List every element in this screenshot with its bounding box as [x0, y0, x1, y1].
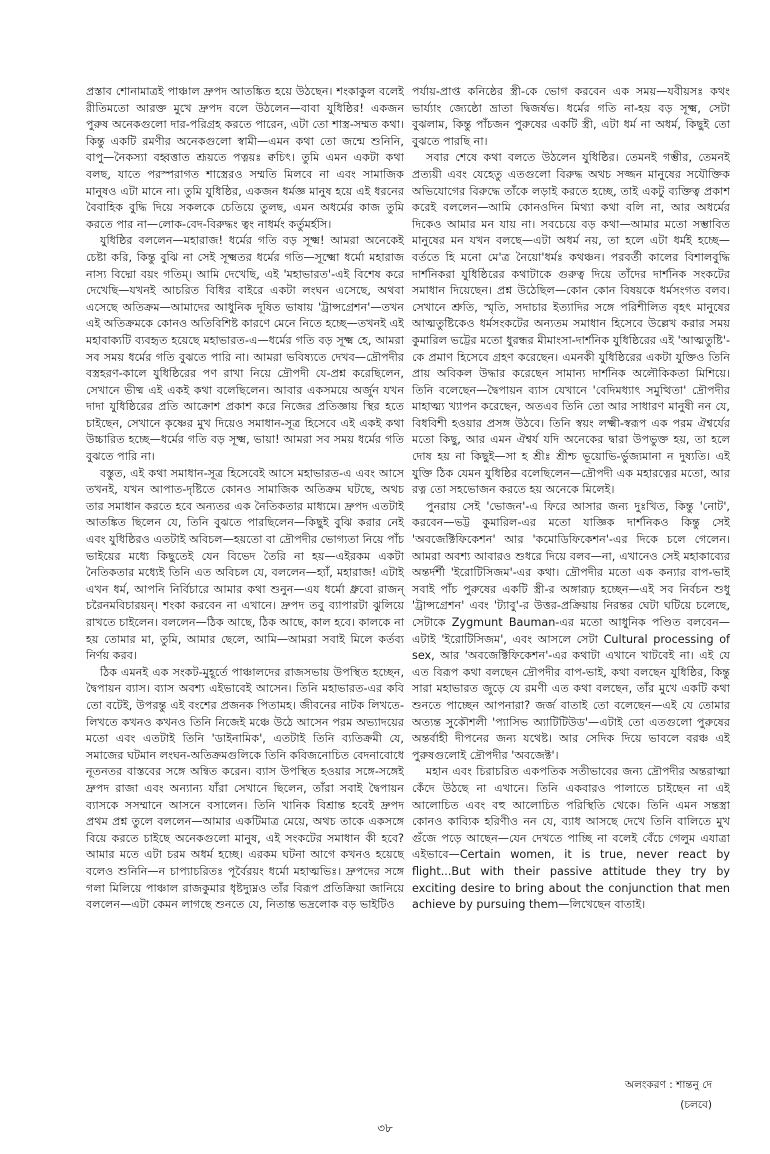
paragraph: ঠিক এমনই এক সংকট-মুহূর্তে পাঞ্চালদের রাজসভায় উপস্থিত হচ্ছেন, দ্বৈপায়ন ব্যাস। ব্যাস অবশ্য এইভাবেই আসেন। তিনি মহাভারত-এর কবি তো বটেই, উপরন্তু এই বংশের প্রজনক পিতামহ। জীবনের নাটক লিখতে-লিখতে কখনও কখনও তিনি নিজেই মঞ্চে উঠে আসেন পরম অভ্যাদয়ের মতো এবং এতটাই তিনি 'ডাইনামিক', এতটাই তিনি ব্যতিক্রমী যে, সমাজের ঘটমান লংঘন-অতিক্রমগুলিকে তিনি কবিজনোচিত বেদনাবোধে নূতনতর বাস্তবের সঙ্গে অন্বিত করেন। ব্যাস উপস্থিত হওয়ার সঙ্গে-সঙ্গেই দ্রুপদ রাজা এবং অন্যান্য যাঁরা সেখানে ছিলেন, তাঁরা সবাই দ্বৈপায়ন ব্যাসকে সসম্মানে আসনে বসালেন। তিনি খানিক বিশ্রান্ত হবেই দ্রুপদ প্রথম প্রশ্ন তুলে বললেন—আমার একটিমাত্র মেয়ে, অথচ তাকে একসঙ্গে বিয়ে করতে চাইছে অনেকগুলো মানুষ, এই সংকটের সমাধান কী হবে? আমার মতে এটা চরম অধর্ম হচ্ছে। এরকম ঘটনা আগে কখনও হয়েছে বলেও শুনিনি—ন চাপ্যাচরিতঃ পূর্বৈরয়ং ধর্মো মহাত্মভিঃ। দ্রুপদের সঙ্গে গলা মিলিয়ে পাঞ্চাল রাজকুমার ধৃষ্টদ্যুম্নও তাঁর বিরূপ প্রতিক্রিয়া জানিয়ে বললেন—এটা কেমন লাগছে শুনতে যে, নিতান্ত ভদ্রলোক বড় ভাইটিও	[86, 665, 404, 912]
paragraph: পর্যায়-প্রাপ্ত কনিষ্ঠের স্ত্রী-কে ভোগ করবেন এক সময়—যবীয়সঃ কথং ভার্য্যাং জ্যেষ্ঠো ভ্রাতা দ্বিজর্ষভ। ধর্মের গতি না-হয় বড় সূক্ষ্ম, সেটা বুঝলাম, কিন্তু পাঁচজন পুরুষের একটি স্ত্রী, এটা ধর্ম না অধর্ম, কিছুই তো বুঝতে পারছি না।	[412, 85, 730, 148]
paragraph: মহান এবং চিরাচরিত একপতিক সতীভাবের জন্য দ্রৌপদীর অন্তরাত্মা কেঁদে উঠছে না এখানে। তিনি একবারও পালাতে চাইছেন না এই আলোচিত এবং বহু আলোচিত পরিস্থিতি থেকে। তিনি এমন সন্তস্ত্রা কোনও কাব্যিক হরিণীও নন যে, ব্যাধ আসছে দেখে তিনি বালিতে মুখ গুঁজে পড়ে আছেন—যেন দেখতে পাচ্ছি না বলেই বেঁচে গেলুম এযাত্রা এইভাবে—Certain women, it is true, never react by flight...But with their passive attitude they try by exciting desire to bring about the conjunction that men achieve by pursuing them—লিখেছেন বাতাই।	[412, 765, 730, 912]
paragraph: যুধিষ্ঠির বললেন—মহারাজ! ধর্মের গতি বড় সূক্ষ্ম! আমরা অনেকেই চেষ্টা করি, কিন্তু বুঝি না সেই সূক্ষ্মতর ধর্মের গতি—সূক্ষ্মো ধর্মো মহারাজ নাস্য বিদ্মো বয়ং গতিম্। আমি দেখেছি, এই 'মহাভারত'-এই বিশেষ করে দেখেছি—যখনই আচরিত বিধির বাইরে একটা লংঘন এসেছে, অথবা এসেছে অতিক্রম—আমাদের আধুনিক দূষিত ভাষায় 'ট্রান্সগ্রেশন'—তখন এই অতিক্রমকে কোনও অতিবিশিষ্ট কারণে মেনে নিতে হচ্ছে—তখনই এই মহাবাক্যটি ব্যবহৃত হয়েছে মহাভারত-এ—ধর্মের গতি বড় সূক্ষ্ম হে, আমরা সব সময় ধর্মের গতি বুঝতে পারি না। আমরা ভবিষ্যতে দেখব—দ্রৌপদীর বস্ত্রহরণ-কালে যুধিষ্ঠিরের পণ রাখা নিয়ে দ্রৌপদী যে-প্রশ্ন করেছিলেন, সেখানে ভীষ্ম এই একই কথা বলেছিলেন। আবার একসময়ে অর্জুন যখন দাদা যুধিষ্ঠিরের প্রতি আক্রোশ প্রকাশ করে নিজের প্রতিজ্ঞায় স্থির হতে চাইছেন, সেখানে কৃষ্ণের মুখ দিয়েও সমাধান-সূত্র হিসেবে এই একই কথা উচ্চারিত হচ্ছে—ধর্মের গতি বড় সূক্ষ্ম, ভায়া! আমরা সব সময় ধর্মের গতি বুঝতে পারি না।	[86, 234, 404, 464]
continued-note: (চলবে)	[680, 1099, 712, 1111]
left-column	[86, 84, 404, 914]
right-column	[412, 84, 730, 914]
paragraph: সবার শেষে কথা বলতে উঠলেন যুধিষ্ঠির। তেমনই গম্ভীর, তেমনই প্রত্যয়ী এবং যেহেতু এতগুলো বিরুদ্ধ অথচ সজ্জন মানুষের সযৌক্তিক অভিযোগের বিরুদ্ধে তাঁকে লড়াই করতে হচ্ছে, তাই একটু ব্যক্তিত্ব প্রকাশ করেই বললেন—আমি কোনওদিন মিথ্যা কথা বলি না, আর অধর্মের দিকেও আমার মন যায় না। সবচেয়ে বড় কথা—আমার মতো সম্ভাবিত মানুষের মন যখন বলছে—এটা অধর্ম নয়, তা হলে এটা ধর্মই হচ্ছে—বর্ততে হি মনো মে'ত্র নৈয়ো'ধর্মঃ কথঞ্চন। পরবর্তী কালের বিশালবুদ্ধি দার্শনিকরা যুধিষ্ঠিরের কথাটাকে গুরুত্ব দিয়ে তাঁদের দার্শনিক সংকটের সমাধান দিয়েছেন। প্রশ্ন উঠেছিল—কোন কোন বিষয়কে ধর্মসংগত বলব। সেখানে শ্রুতি, স্মৃতি, সদাচার ইত্যাদির সঙ্গে পরিশীলিত বৃহৎ মানুষের আত্মতুষ্টিকেও ধর্মসংকটের অন্যতম সমাধান হিসেবে উল্লেখ করার সময় কুমারিল ভট্টের মতো ধুরন্ধর মীমাংসা-দার্শনিক যুধিষ্ঠিরের এই 'আত্মতুষ্টি'-কে প্রমাণ হিসেবে গ্রহণ করেছেন। এমনকী যুধিষ্ঠিরের একটা যুক্তিও তিনি প্রায় অবিকল উদ্ধার করেছেন সামান্য দার্শনিক অলৌকিকতা মিশিয়ে। তিনি বলেছেন—দ্বৈপায়ন ব্যাস যেখানে 'বেদিমধ্যাৎ সমুত্থিতা' দ্রৌপদীর মাহাত্ম্য খ্যাপন করেছেন, অতএব তিনি তো আর সাধারণ মানুষী নন যে, বিধবিশী হওয়ার প্রসঙ্গ উঠবে। তিনি স্বয়ং লক্ষ্মী-স্বরূপ এক পরম ঐশ্বর্যের মতো কিছু, আর এমন ঐশ্বর্য যদি অনেকের দ্বারা উপভুক্ত হয়, তা হলে দোষ হয় না কিছুই—সা হ শ্রীঃ শ্রীশ্চ ভূয়োভি-র্ভুজ্যমানা ন দুষ্যতি। এই যুক্তি ঠিক যেমন যুধিষ্ঠির বলেছিলেন—দ্রৌপদী এক মহারত্নের মতো, আর রত্ন তো সহভোজন করতে হয় অনেকে মিলেই।	[412, 151, 730, 497]
paragraph: বস্তুত, এই কথা সমাধান-সূত্র হিসেবেই আসে মহাভারত-এ এবং আসে তখনই, যখন আপাত-দৃষ্টিতে কোনও সামাজিক অতিক্রম ঘটছে, অথচ তার সমাধান করতে হবে অন্যতর এক নৈতিকতার মাধ্যমে। দ্রুপদ এতটাই আতঙ্কিত ছিলেন যে, তিনি বুঝতে পারছিলেন—কিছুই বুঝি করার নেই এবং যুধিষ্ঠিরও এতটাই অবিচল—হয়তো বা দ্রৌপদীর ভোগ্যতা নিয়ে পাঁচ ভাইয়ের মধ্যে কিছুতেই যেন বিভেদ তৈরি না হয়—এইরকম একটা নৈতিকতার মধ্যেই তিনি এত অবিচল যে, বললেন—হ্যাঁ, মহারাজ! এটাই এখন ধর্ম, আপনি নির্বিচারে আমার কথা শুনুন—এয ধর্মো ধ্রুবো রাজন্ চরৈনমবিচারয়ন্। শংকা করবেন না এখানে। দ্রুপদ তবু ব্যাপারটা ঝুলিয়ে রাখতে চাইলেন। বললেন—ঠিক আছে, ঠিক আছে, কাল হবে। কালকে না হয় তোমার মা, তুমি, আমার ছেলে, আমি—আমরা সবাই মিলে কর্তব্য নির্ণয় করব।	[86, 466, 404, 663]
page-number: ৩৮	[377, 1121, 393, 1135]
paragraph: পুনরায় সেই 'ভোজন'-এ ফিরে আসার জন্য দুঃখিত, কিন্তু 'নোট', করবেন—ভট্ট কুমারিল-এর মতো যাজ্ঞিক দার্শনিকও কিন্তু সেই 'অবজেক্টিফিকেশন' আর 'কমোডিফিকেশন'-এর দিকে চলে গেলেন। আমরা অবশ্য আবারও শুধরে দিয়ে বলব—না, এখানেও সেই মহাকাব্যের অন্তর্দর্শী 'ইরোটিসিজম'-এর কথা। দ্রৌপদীর মতো এক কন্যার বাপ-ভাই সবাই পাঁচ পুরুষের একটি স্ত্রী-র অঙ্গারূঢ় হচ্ছেন—এই সব নির্বচন শুধু 'ট্রান্সগ্রেশন' এবং 'ট্যাবু'-র উত্তর-প্রক্রিয়ায় নিরন্তর ঘেটা ঘটিয়ে চলেছে, সেটাকে Zygmunt Bauman-এর মতো আধুনিক পণ্ডিত বলবেন—এটাই 'ইরোটিসিজম', এবং আসলে সেটা Cultural processing of sex, আর 'অবজেক্টিফিকেশন'-এর কথাটা এখানে খাটবেই না। এই যে এত বিরূপ কথা বলছেন দ্রৌপদীর বাপ-ভাই, কথা বলছেন যুধিষ্ঠির, কিন্তু সারা মহাভারত জুড়ে যে রমণী এত কথা বলছেন, তাঁর মুখে একটি কথা শুনতে পাচ্ছেন আপনারা? জর্জ বাতাই তো বলেছেন—এই যে তোমার অত্যন্ত সুকৌশলী 'প্যাসিভ অ্যাটিটিউড'—এটাই তো এতগুলো পুরুষের অন্তর্বাহী দীপনের জন্য যথেষ্ট। আর সেদিক দিয়ে ভাবলে বরঞ্চ এই পুরুষগুলোই দ্রৌপদীর 'অবজেক্ট'।	[412, 499, 730, 762]
illustration-credit: অলংকরণ : শান্তনু দে	[625, 1079, 712, 1091]
paragraph: প্রস্তাব শোনামাত্রই পাঞ্চাল দ্রুপদ আতঙ্কিত হয়ে উঠছেন। শংকাকুল বলেই রীতিমতো আরক্ত মুখে দ্রুপদ বলে উঠলেন—বাবা যুধিষ্ঠির! একজন পুরুষ অনেকগুলো দার-পরিগ্রহ করতে পারেন, এটা তো শাস্ত্র-সম্মত কথা। কিন্তু একটি রমণীর অনেকগুলো স্বামী—এমন কথা তো জন্মে শুনিনি, বাপু—নৈকস্যা বহ্বত্তাত শ্রূয়তে পত্নয়ঃ ক্বচিৎ। তুমি এমন একটা কথা বলছ, যাতে পরস্পরাগত শাস্ত্রেরও সম্মতি মিলবে না এবং সামাজিক মানুষও এটা মানে না। তুমি যুধিষ্ঠির, একজন ধর্মজ্ঞ মানুষ হয়ে এই ধরনের বৈবাহিক বুদ্ধি দিয়ে সকলকে চেতিয়ে তুলছ, এমন অধর্মের কাজ তুমি করতে পার না—লোক-বেদ-বিরুদ্ধং ত্বং নাধর্মং কর্তুমর্হসি।	[86, 85, 404, 231]
